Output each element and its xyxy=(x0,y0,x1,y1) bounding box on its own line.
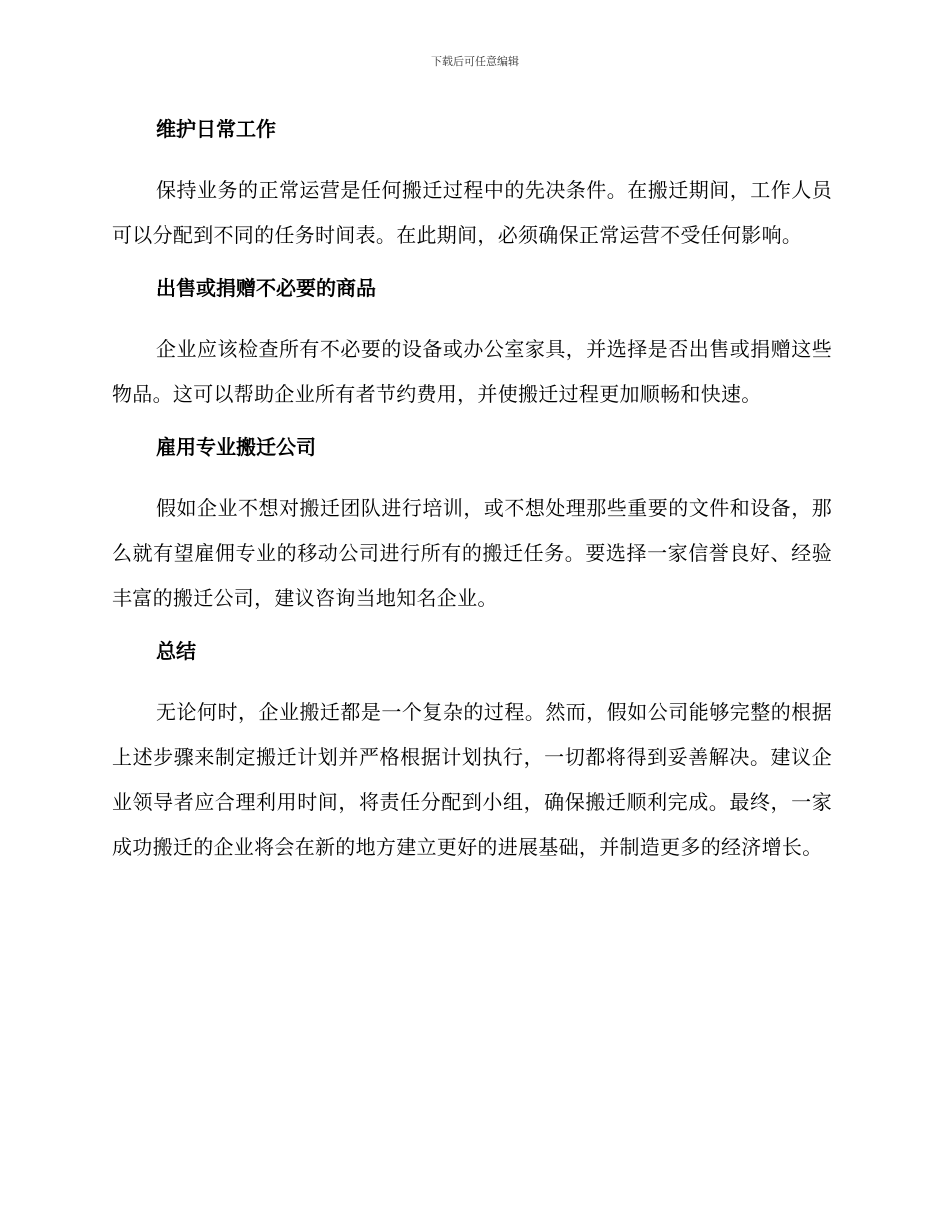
section-heading-hire-movers: 雇用专业搬迁公司 xyxy=(156,435,316,459)
page-header: 下载后可任意编辑 xyxy=(431,55,519,68)
section-heading-maintain-daily-work: 维护日常工作 xyxy=(156,117,276,141)
document-content xyxy=(112,112,832,883)
section-body-summary: 无论何时，企业搬迁都是一个复杂的过程。然而，假如公司能够完整的根据上述步骤来制定搬迁计划并严格根据计划执行，一切都将得到妥善解决。建议企业领导者应合理利用时间，将责任分配到小组，确保搬迁顺利完成。最终，一家成功搬迁的企业将会在新的地方建立更好的进展基础，并制造更多的经济增长。 xyxy=(112,700,832,859)
section-heading-summary: 总结 xyxy=(156,639,196,663)
section-body-maintain-daily-work: 保持业务的正常运营是任何搬迁过程中的先决条件。在搬迁期间，工作人员可以分配到不同的任务时间表。在此期间，必须确保正常运营不受任何影响。 xyxy=(112,178,832,247)
section-heading-sell-or-donate: 出售或捐赠不必要的商品 xyxy=(156,276,376,300)
section-body-hire-movers: 假如企业不想对搬迁团队进行培训，或不想处理那些重要的文件和设备，那么就有望雇佣专业的移动公司进行所有的搬迁任务。要选择一家信誉良好、经验丰富的搬迁公司，建议咨询当地知名企业。 xyxy=(112,496,832,610)
section-body-sell-or-donate: 企业应该检查所有不必要的设备或办公室家具，并选择是否出售或捐赠这些物品。这可以帮助企业所有者节约费用，并使搬迁过程更加顺畅和快速。 xyxy=(112,337,832,406)
